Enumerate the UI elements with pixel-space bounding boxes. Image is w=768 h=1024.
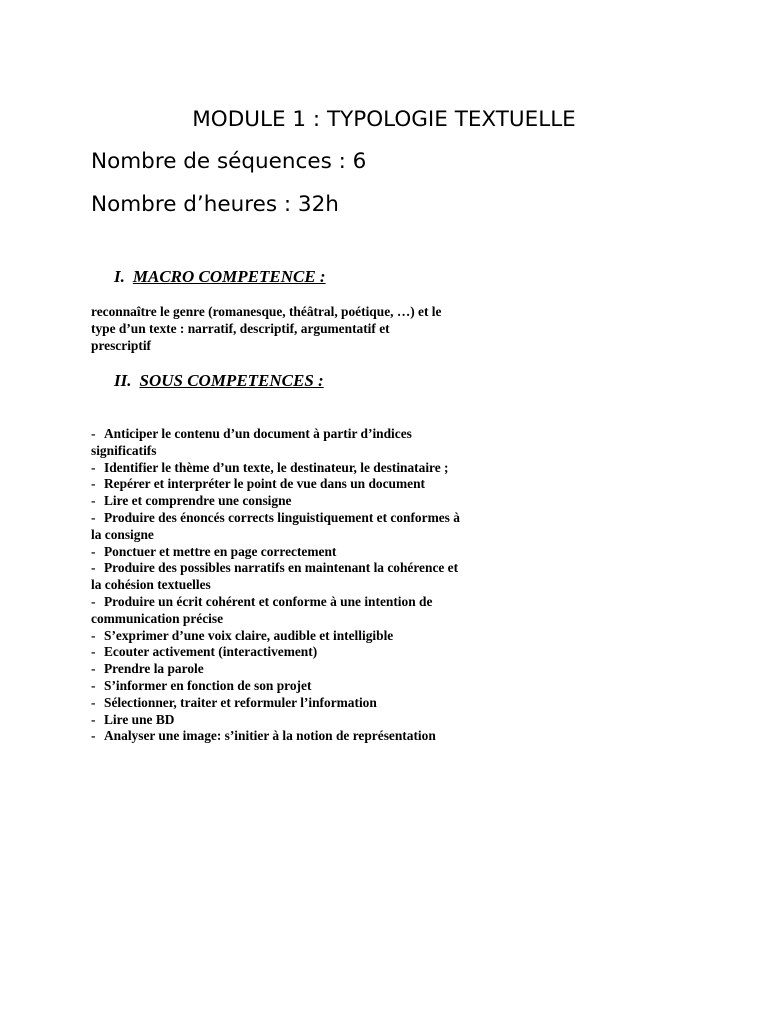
list-item-continuation: [91, 577, 541, 594]
section-label: MACRO COMPETENCE :: [132, 267, 326, 286]
bullet-dash: -: [91, 476, 96, 492]
line-text: Prendre la parole: [104, 661, 204, 677]
list-item: [91, 594, 541, 628]
text-line: prescriptif: [91, 338, 151, 353]
line-text: Ecouter activement (interactivement): [104, 644, 318, 660]
bullet-dash: -: [91, 711, 96, 727]
bullet-dash: -: [91, 661, 96, 677]
hours-count: Nombre d’heures : 32h: [91, 192, 339, 217]
list-item: [91, 460, 541, 477]
text-line: reconnaître le genre (romanesque, théâtral, poétique, …) et le: [91, 304, 442, 319]
list-item: [91, 426, 541, 460]
bullet-dash: -: [91, 644, 96, 660]
section-number: I.: [114, 267, 125, 286]
list-item-text: [91, 426, 541, 443]
module-title: MODULE 1 : TYPOLOGIE TEXTUELLE: [192, 107, 576, 132]
list-item: [91, 476, 541, 493]
list-item-text: [91, 510, 541, 527]
line-text: Lire et comprendre une consigne: [104, 493, 292, 509]
bullet-dash: -: [91, 543, 96, 559]
section-number: II.: [114, 371, 132, 390]
line-text: la cohésion textuelles: [91, 577, 211, 593]
line-text: S’exprimer d’une voix claire, audible et intelligible: [104, 627, 394, 643]
list-item: [91, 661, 541, 678]
list-item-text: [91, 661, 541, 678]
bullet-dash: -: [91, 627, 96, 643]
list-item: [91, 695, 541, 712]
list-item-text: [91, 594, 541, 611]
section-label: SOUS COMPETENCES :: [139, 371, 324, 390]
line-text: Ponctuer et mettre en page correctement: [104, 543, 337, 559]
line-text: la consigne: [91, 526, 154, 542]
bullet-dash: -: [91, 694, 96, 710]
bullet-dash: -: [91, 493, 96, 509]
line-text: Produire un écrit cohérent et conforme à une intention de: [104, 593, 433, 609]
list-item: [91, 678, 541, 695]
list-item-text: [91, 628, 541, 645]
list-item-text: [91, 476, 541, 493]
macro-competence-text: [91, 303, 521, 354]
list-item: [91, 544, 541, 561]
list-item-text: [91, 695, 541, 712]
sous-competences-list: [91, 426, 541, 745]
bullet-dash: -: [91, 560, 96, 576]
list-item-text: [91, 678, 541, 695]
list-item-text: [91, 728, 541, 745]
list-item: [91, 728, 541, 745]
line-text: Anticiper le contenu d’un document à partir d’indices: [104, 426, 412, 441]
line-text: S’informer en fonction de son projet: [104, 677, 312, 693]
sous-competences-heading: [114, 370, 324, 392]
bullet-dash: -: [91, 677, 96, 693]
bullet-dash: -: [91, 509, 96, 525]
macro-competence-heading: [114, 266, 326, 288]
bullet-dash: -: [91, 728, 96, 744]
list-item: [91, 560, 541, 594]
bullet-dash: -: [91, 426, 96, 441]
line-text: Sélectionner, traiter et reformuler l’information: [104, 694, 377, 710]
line-text: communication précise: [91, 610, 224, 626]
list-item-text: [91, 644, 541, 661]
text-line: type d’un texte : narratif, descriptif, argumentatif et: [91, 321, 390, 336]
list-item-text: [91, 544, 541, 561]
list-item: [91, 712, 541, 729]
list-item-text: [91, 560, 541, 577]
list-item-continuation: [91, 611, 541, 628]
line-text: Analyser une image: s’initier à la notion de représentation: [104, 728, 436, 744]
line-text: Lire une BD: [104, 711, 175, 727]
list-item-text: [91, 493, 541, 510]
line-text: Produire des énoncés corrects linguistiquement et conformes à: [104, 509, 460, 525]
list-item-text: [91, 712, 541, 729]
list-item: [91, 644, 541, 661]
bullet-dash: -: [91, 593, 96, 609]
list-item-text: [91, 460, 541, 477]
bullet-dash: -: [91, 459, 96, 475]
list-item-continuation: [91, 527, 541, 544]
list-item: [91, 493, 541, 510]
line-text: Produire des possibles narratifs en maintenant la cohérence et: [104, 560, 459, 576]
list-item: [91, 510, 541, 544]
line-text: Identifier le thème d’un texte, le destinateur, le destinataire ;: [104, 459, 449, 475]
line-text: Repérer et interpréter le point de vue dans un document: [104, 476, 425, 492]
sequence-count: Nombre de séquences : 6: [91, 149, 367, 174]
list-item: [91, 628, 541, 645]
list-item-continuation: [91, 443, 541, 460]
line-text: significatifs: [91, 442, 157, 458]
